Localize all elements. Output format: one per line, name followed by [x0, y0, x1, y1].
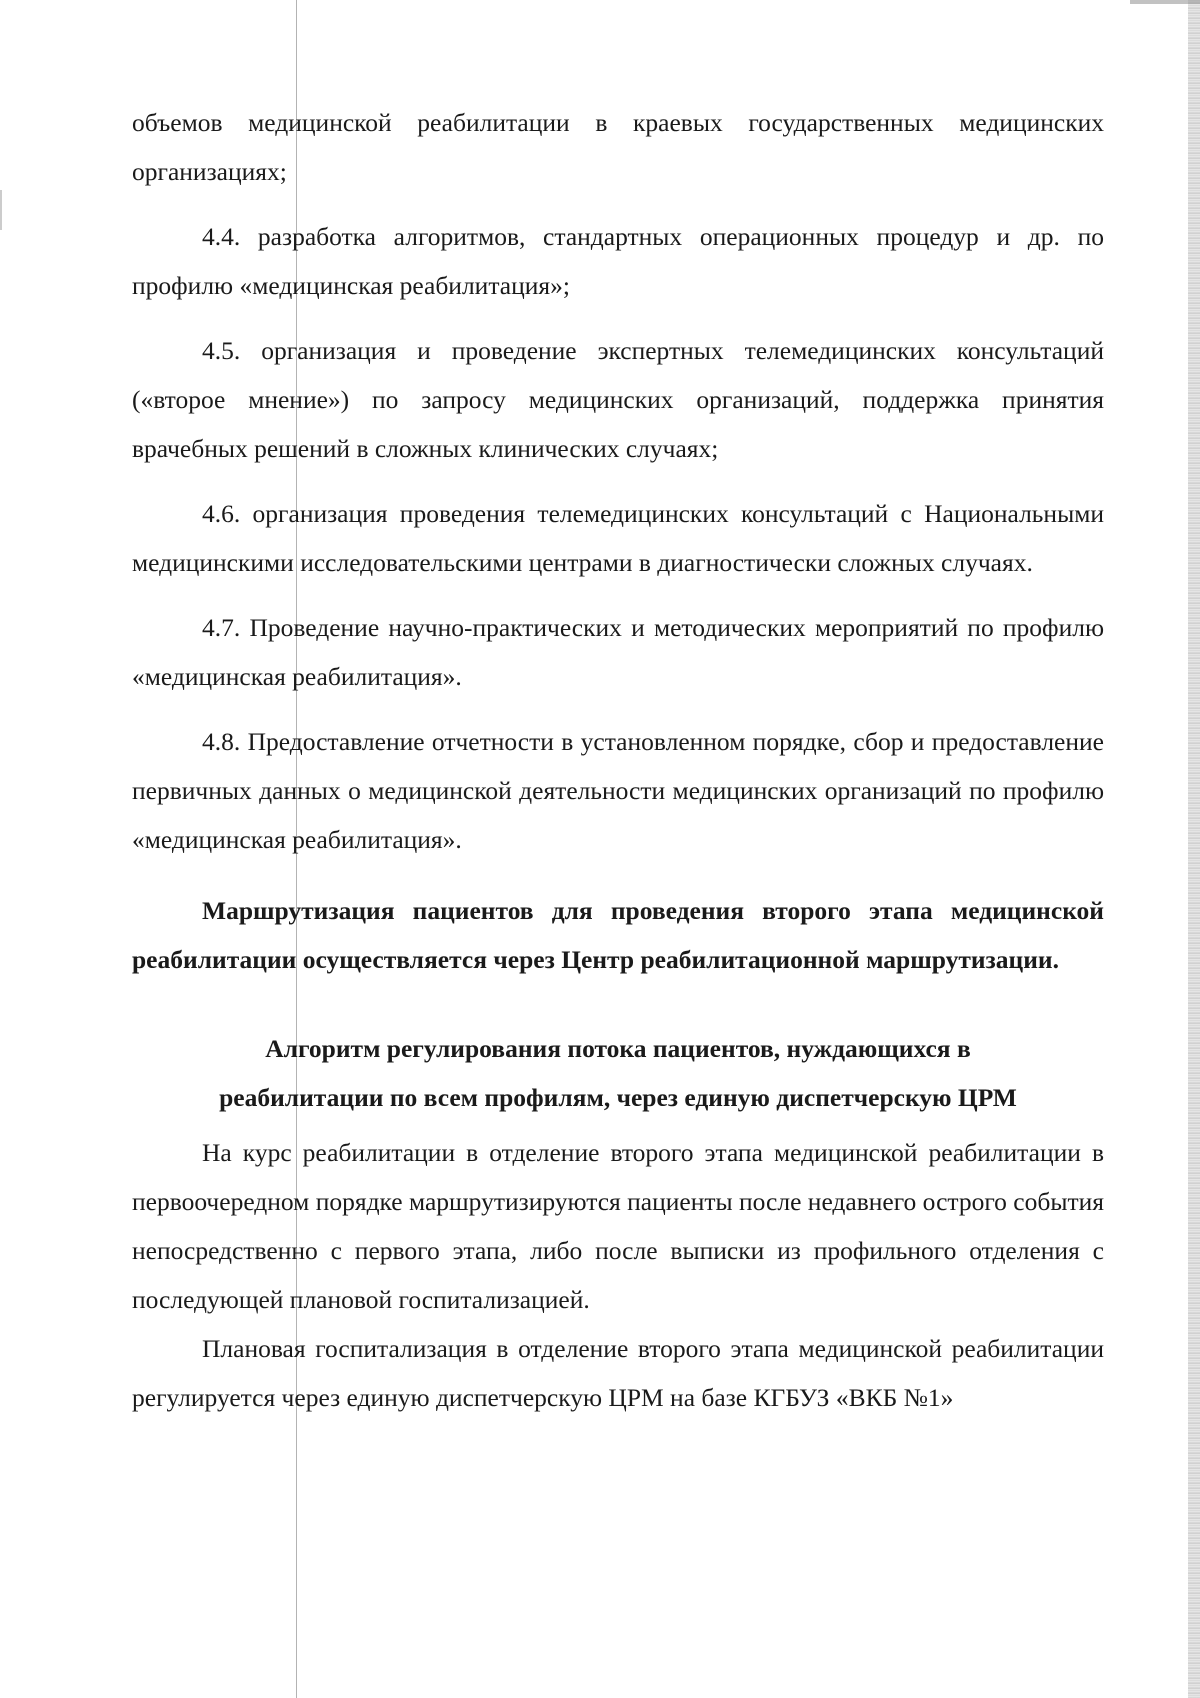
section-heading	[132, 1024, 1104, 1122]
paragraph-4-6: 4.6. организация проведения телемедицинских консультаций с Национальными медицинскими исследовательскими центрами в диагностически сложных случаях.	[132, 499, 1104, 577]
scan-edge-top	[1130, 0, 1200, 4]
paragraph-4-5: 4.5. организация и проведение экспертных телемедицинских консультаций («второе мнение») по запросу медицинских организаций, поддержка принятия врачебных решений в сложных клинических случаях;	[132, 336, 1104, 463]
paragraph-4-4: 4.4. разработка алгоритмов, стандартных операционных процедур и др. по профилю «медицинская реабилитация»;	[132, 222, 1104, 300]
scan-edge-right	[1188, 0, 1200, 1698]
bold-routing-statement: Маршрутизация пациентов для проведения второго этапа медицинской реабилитации осуществляется через Центр реабилитационной маршрутизации.	[132, 896, 1104, 974]
document-body	[132, 98, 1104, 1422]
paragraph-4-3-continuation: объемов медицинской реабилитации в краевых государственных медицинских организациях;	[132, 108, 1104, 186]
paragraph-course-routing: На курс реабилитации в отделение второго этапа медицинской реабилитации в первоочередном порядке маршрутизируются пациенты после недавнего острого события непосредственно с первого этапа, либо после выписки из профильного отделения с последующей плановой госпитализацией.	[132, 1138, 1104, 1314]
section-heading-line-2: реабилитации по всем профилям, через единую диспетчерскую ЦРМ	[219, 1083, 1017, 1112]
paragraph-4-7: 4.7. Проведение научно-практических и методических мероприятий по профилю «медицинская реабилитация».	[132, 613, 1104, 691]
section-heading-line-1: Алгоритм регулирования потока пациентов, нуждающихся в	[265, 1034, 971, 1063]
scan-edge-left-mark	[0, 190, 2, 230]
paragraph-4-8: 4.8. Предоставление отчетности в установленном порядке, сбор и предоставление первичных данных о медицинской деятельности медицинских организаций по профилю «медицинская реабилитация».	[132, 727, 1104, 854]
paragraph-planned-hospitalization: Плановая госпитализация в отделение второго этапа медицинской реабилитации регулируется через единую диспетчерскую ЦРМ на базе КГБУЗ «ВКБ №1»	[132, 1334, 1104, 1412]
